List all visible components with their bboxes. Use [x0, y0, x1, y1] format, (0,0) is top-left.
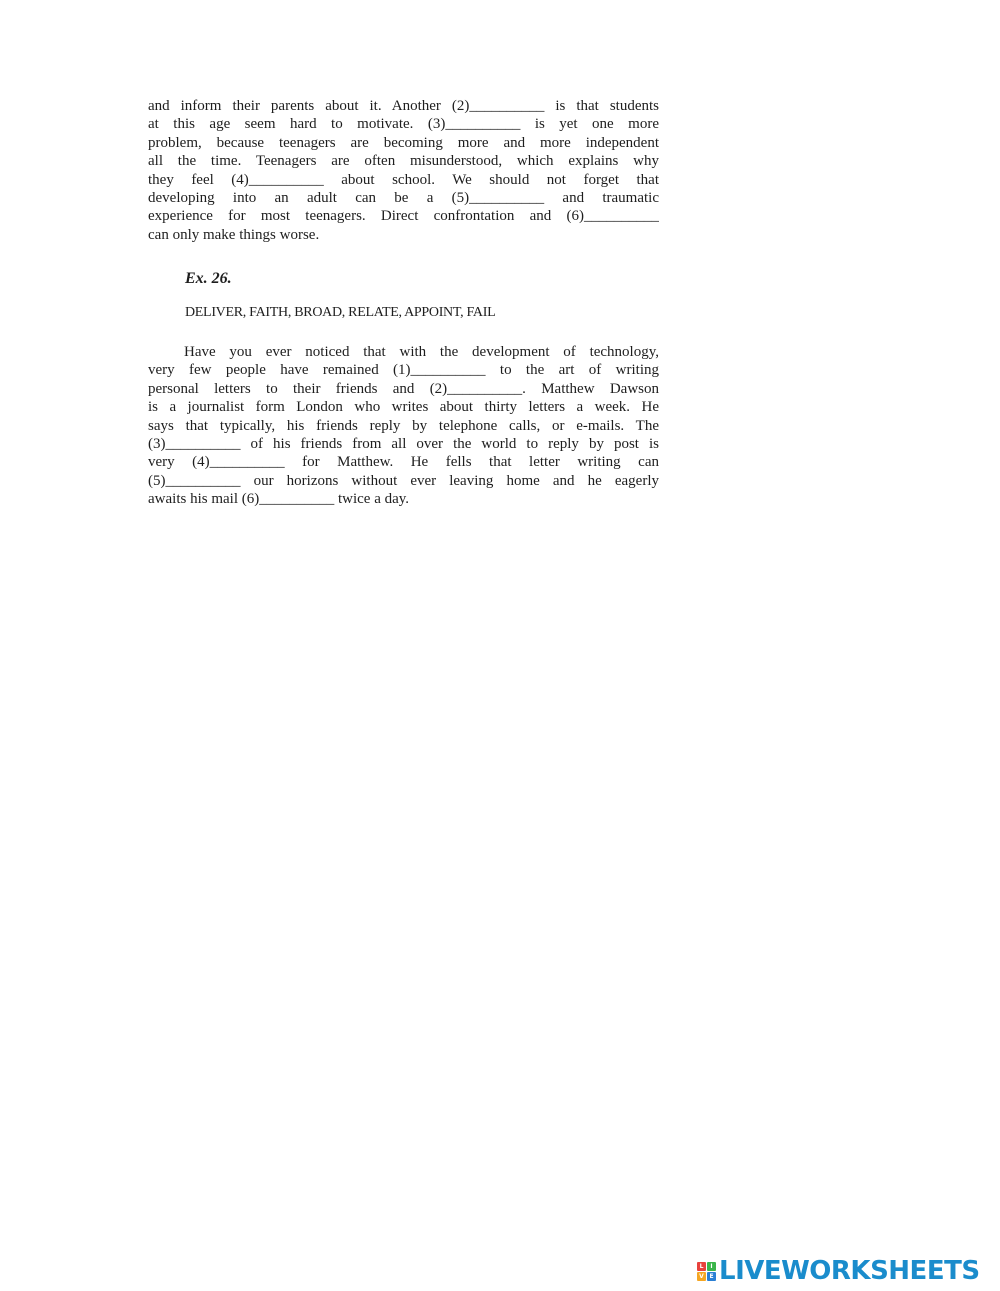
- logo-mark-icon: [697, 1262, 716, 1281]
- word-bank: DELIVER, FAITH, BROAD, RELATE, APPOINT, FAIL: [185, 305, 496, 320]
- text-line: can only make things worse.: [148, 226, 320, 243]
- text-line: is a journalist form London who writes about thirty letters a week. He: [148, 399, 659, 416]
- text-line: very few people have remained (1)__________ to the art of writing: [148, 362, 659, 379]
- text-line: all the time. Teenagers are often misunderstood, which explains why: [148, 153, 659, 170]
- logo-mark-cell: V: [697, 1272, 706, 1281]
- logo-text: LIVEWORKSHEETS: [719, 1256, 980, 1286]
- text-line: problem, because teenagers are becoming more and more independent: [148, 134, 659, 151]
- text-line: awaits his mail (6)__________ twice a day.: [148, 491, 410, 508]
- text-line: developing into an adult can be a (5)__________ and traumatic: [148, 189, 659, 206]
- text-line: (3)__________ of his friends from all over the world to reply by post is: [148, 435, 659, 452]
- exercise-26-paragraph: [148, 343, 659, 509]
- logo-mark-cell: E: [707, 1272, 716, 1281]
- text-line: at this age seem hard to motivate. (3)__________ is yet one more: [148, 116, 659, 133]
- logo-mark-cell: L: [697, 1262, 706, 1271]
- text-line: says that typically, his friends reply by telephone calls, or e-mails. The: [148, 417, 659, 434]
- liveworksheets-logo[interactable]: [697, 1255, 980, 1287]
- exercise-26-heading: Ex. 26.: [185, 270, 232, 287]
- text-line: and inform their parents about it. Another (2)__________ is that students: [148, 98, 659, 114]
- text-line: (5)__________ our horizons without ever leaving home and he eagerly: [148, 472, 659, 489]
- text-line: Have you ever noticed that with the development of technology,: [184, 344, 659, 360]
- text-line: very (4)__________ for Matthew. He fells that letter writing can: [148, 454, 659, 471]
- logo-mark-cell: I: [707, 1262, 716, 1271]
- text-line: personal letters to their friends and (2)__________. Matthew Dawson: [148, 380, 659, 397]
- text-line: experience for most teenagers. Direct confrontation and (6)__________: [148, 208, 659, 225]
- exercise-25-paragraph: [148, 97, 659, 244]
- text-line: they feel (4)__________ about school. We should not forget that: [148, 171, 659, 188]
